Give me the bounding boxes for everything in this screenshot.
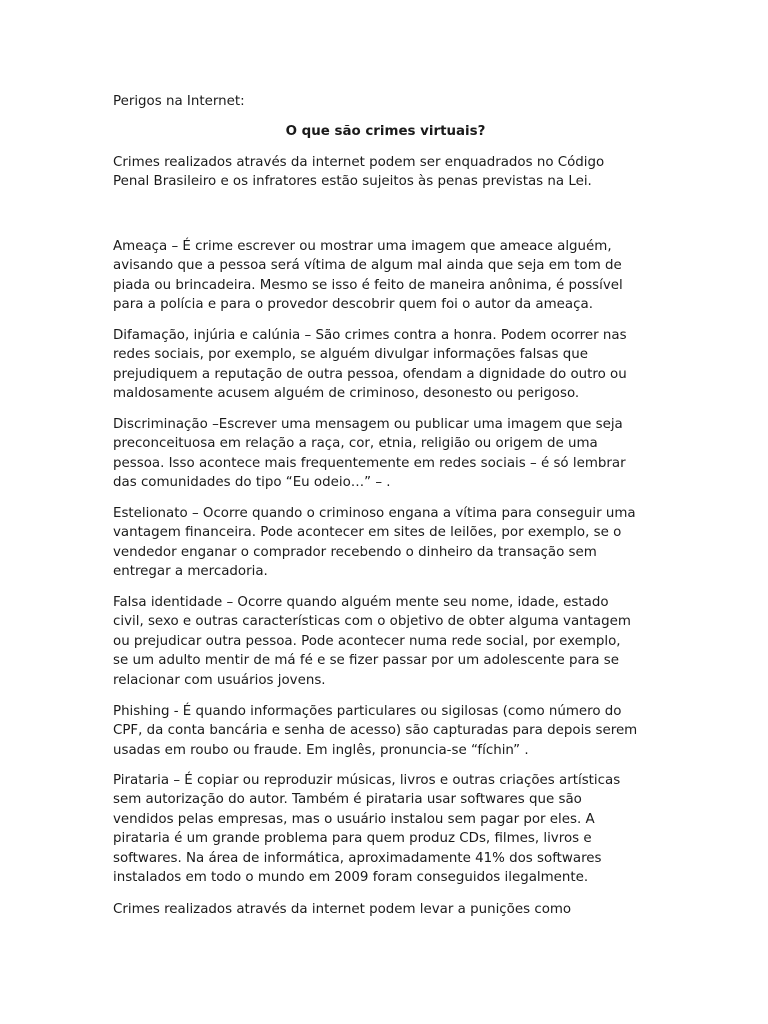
paragraph-estelionato: Estelionato – Ocorre quando o criminoso engana a vítima para conseguir uma vantagem financeira. Pode acontecer em sites de leilões, por exemplo, se o vendedor enganar o comprador recebendo o dinheiro da transação sem entregar a mercadoria.	[113, 506, 636, 580]
paragraph-conclusao: Crimes realizados através da internet podem levar a punições como	[113, 902, 572, 917]
paragraph-falsa-identidade: Falsa identidade – Ocorre quando alguém mente seu nome, idade, estado civil, sexo e outras características com o objetivo de obter alguma vantagem ou prejudicar outra pessoa. Pode acontecer numa rede social, por exemplo, se um adulto mentir de má fé e se fizer passar por um adolescente para se relacionar com usuários jovens.	[113, 595, 631, 688]
paragraph-intro: Crimes realizados através da internet podem ser enquadrados no Código Penal Brasileiro e os infratores estão sujeitos às penas previstas na Lei.	[113, 155, 605, 190]
paragraph-phishing: Phishing - É quando informações particulares ou sigilosas (como número do CPF, da conta bancária e senha de acesso) são capturadas para depois serem usadas em roubo ou fraude. Em inglês, pronuncia-se “fíchin” .	[113, 704, 638, 758]
paragraph-ameaca: Ameaça – É crime escrever ou mostrar uma imagem que ameace alguém, avisando que a pessoa será vítima de algum mal ainda que seja em tom de piada ou brincadeira. Mesmo se isso é feito de maneira anônima, é possível para a polícia e para o provedor descobrir quem foi o autor da ameaça.	[113, 239, 623, 313]
document-title: O que são crimes virtuais?	[285, 124, 486, 139]
paragraph-pirataria: Pirataria – É copiar ou reproduzir músicas, livros e outras criações artísticas sem autorização do autor. Também é pirataria usar softwares que são vendidos pelas empresas, mas o usuário instalou sem pagar por eles. A pirataria é um grande problema para quem produz CDs, filmes, livros e softwares. Na área de informática, aproximadamente 41% dos softwares instalados em todo o mundo em 2009 foram conseguidos ilegalmente.	[113, 773, 621, 886]
paragraph-difamacao: Difamação, injúria e calúnia – São crimes contra a honra. Podem ocorrer nas redes sociais, por exemplo, se alguém divulgar informações falsas que prejudiquem a reputação de outra pessoa, ofendam a dignidade do outro ou maldosamente acusem alguém de criminoso, desonesto ou perigoso.	[113, 328, 627, 402]
document-heading: Perigos na Internet:	[113, 94, 245, 109]
paragraph-discriminacao: Discriminação –Escrever uma mensagem ou publicar uma imagem que seja preconceituosa em relação a raça, cor, etnia, religião ou origem de uma pessoa. Isso acontece mais frequentemente em redes sociais – é só lembrar das comunidades do tipo “Eu odeio…” – .	[113, 417, 626, 491]
